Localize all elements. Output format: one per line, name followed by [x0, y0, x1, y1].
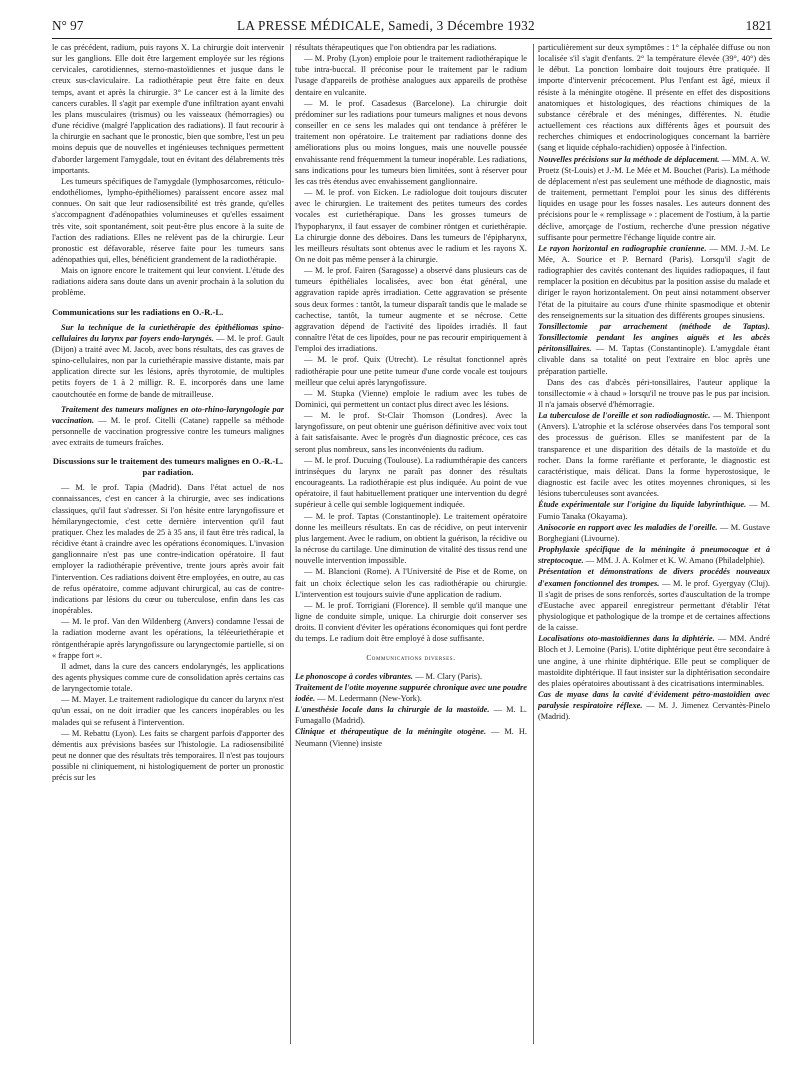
communication-title: La tuberculose de l'oreille et son radiodiagnostic. [538, 411, 711, 421]
communication-title: Le rayon horizontal en radiographie cranienne. [538, 243, 707, 253]
communication-author: — MM. André Bloch et J. Lemoine (Paris). [538, 634, 770, 655]
discussion-entry: Il admet, dans la cure des cancers endolaryngés, les applications des agents physiques comme cure de consolidation après certains cas de laryngectomie totale. [52, 661, 284, 694]
communication-title: Traitement de l'otite moyenne suppurée chronique avec une poudre iodée. [295, 682, 527, 703]
paragraph: le cas précédent, radium, puis rayons X. La chirurgie doit intervenir sur les ganglions. Elle doit être largement employée sur les régions cervicales, carotidiennes, sterno-mastoïdiennes et jusque dans le creux sus-claviculaire. La radiothérapie peut être faite en deux temps, avant et après la chirurgie. 3° Le cancer est à la limite des cancers curables. Il s'agit par exemple d'une infiltration ayant envahi les plans musculaires (trismus) ou les vaisseaux (hémorragies) ou d'une récidive (malgré l'application des radiations). Il faut recourir à la chirurgie en sachant que le pronostic, bien que sombre, l'est un peu moins depuis que de nouvelles et ingénieuses techniques permettent d'aborder largement l'amygdale, tout en évitant des délabrements très importants. [52, 43, 284, 175]
communication-title: Étude expérimentale sur l'origine du liquide labyrinthique. [538, 500, 747, 510]
communication [538, 243, 770, 321]
communication [52, 322, 284, 400]
discussion-entry: — M. le prof. Casadesus (Barcelone). La chirurgie doit prédominer sur les radiations pour tumeurs malignes et nous devons conseiller en ce sens les malades qui ont tendance à préférer le traitement non opératoire. Le traitement par radiations donne des améliorations plus ou moins longues, mais une nouvelle poussée envahissante rend fréquemment la tumeur inopérable. Les radiations, sans indications pour les tumeurs bien limitées, sont à réserver pour les cas très étendus avec envahissement ganglionnaire. [295, 98, 527, 186]
communication [295, 704, 527, 726]
issue-date: Samedi, 3 Décembre 1932 [388, 18, 535, 33]
page-header [52, 14, 772, 38]
communication-author: — M. H. Neumann (Vienne) insiste [295, 727, 527, 748]
communication-text: La méthode de déplacement n'est pas seulement une méthode de diagnostic, mais de traitement, permettant l'emploi pour les sinus des différents liquides en usage pour les fosses nasales. Les auteurs donnent des précisions pour le « remplissage » : placement de l'ostium, à la partie déclive, amorçage de l'ostium, recherche d'une pression négative suffisante pour permettre l'échange liquide contre air. [538, 165, 770, 242]
communication-text: a traité avec M. Jacob, avec bons résultats, des cas graves de spino-cellulaires, non par la curiethérapie massive distante, mais par application directe sur les lésions, après thyrotomie, de multiples petits foyers de 1 à 2 milligr. R. E. incorporés dans une lame caoutchoutée en forme de bande de mitrailleuse. [52, 344, 284, 399]
communication [295, 682, 527, 704]
communication-title: Anisocorie en rapport avec les maladies de l'oreille. [538, 522, 718, 532]
communication-author: — M. le prof. Gault (Dijon) [52, 333, 284, 354]
journal-title: LA PRESSE MÉDICALE, [237, 18, 385, 33]
discussion-entry: — M. le prof. von Eicken. Le radiologue doit toujours discuter avec le chirurgien. Le traitement des petites tumeurs des cordes vocales est curiethérapique. Dans les grosses tumeurs de l'hypopharynx, il faut essayer de combiner röntgen et curiethérapie. La chirurgie donne des déboires. Dans les tumeurs de l'épipharynx, les meilleurs résultats sont obtenus avec le radium et les rayons X. On ne doit pas même penser à la chirurgie. [295, 188, 527, 264]
communication-title: Traitement des tumeurs malignes en oto-rhino-laryngologie par vaccination. [52, 404, 284, 425]
header-rule [52, 38, 772, 39]
communication-text: Lorsqu'il s'agit de radiographier des cavités contenant des liquides radiopaques, il faut remplacer la position en décubitus par la position assise du malade et diriger le rayon horizontalement. On peut ainsi notamment observer l'état de la pituitaire au cours d'une rhinite spasmodique et obtenir des renseignements sur la situation des différents groupes sinusiens. [538, 254, 770, 320]
paragraph: résultats thérapeutiques que l'on obtiendra par les radiations. [295, 43, 497, 52]
discussion-entry: — M. Proby (Lyon) emploie pour le traitement radiothérapique le tube intra-buccal. Il préconise pour le traitement par le radium l'usage d'appareils de prothèse analogues aux appareils de prothèse dentaire en vulcanite. [295, 54, 527, 97]
column-separator [290, 44, 291, 1044]
column-separator [533, 44, 534, 1044]
discussion-entry: — M. Blancioni (Rome). A l'Université de Pise et de Rome, on fait un choix éclectique selon les cas radiothérapie ou chirurgie. L'intervention est toujours suivie d'une application de radium. [295, 567, 527, 599]
paragraph: Mais on ignore encore le traitement qui leur convient. L'étude des radiations aidera sans doute dans un avenir prochain à la solution du problème. [52, 266, 284, 298]
communication-author: — M. Taptas (Constantinople). [595, 344, 707, 354]
communication [538, 544, 770, 566]
communication-text: L'atrophie et la sclérose observées dans l'os temporal sont des processus de guérison. Elles se manifestent par de la transparence et une disparition des détails de la mastoïde et du rocher. Dans la forme raréfiante et perforante, le diagnostic est caractéristique, mais délicat. Dans la forme hyperostosique, le diagnostic est facile avec les otites moyennes chroniques, si les lésions tuberculeuses sont avancées. [538, 422, 770, 499]
communication [538, 633, 770, 689]
section-divider: Communications diverses. [366, 654, 456, 663]
paragraph: Dans des cas d'abcès péri-tonsillaires, l'auteur applique la tonsillectomie « à chaud » lorsqu'il ne trouve pas le pus par incision. Il n'a jamais observé d'hémorragie. [538, 377, 770, 409]
communication-text: Il s'agit de prises de sons renforcés, sortes d'auscultation de la trompe d'Eustache avec appareil enregistreur permettant d'établir l'état physiologique et pathologique de la trompe et de certaines affections de la caisse. [538, 589, 770, 633]
page-number: 1821 [745, 18, 772, 33]
communication [52, 404, 284, 449]
communication-author: — M. le prof. Citelli (Catane) [98, 415, 209, 425]
communication-title: L'anesthésie locale dans la chirurgie de la mastoïde. [295, 705, 490, 715]
communication-author: — M. Ledermann (New-York). [317, 693, 422, 703]
communication-text: rappelle sa méthode personnelle de vaccination progressive contre les tumeurs malignes avec extraits de tumeurs fraîches. [52, 415, 284, 448]
communication-title: Clinique et thérapeutique de la méningite otogène. [295, 727, 487, 737]
communication-title: Cas de myase dans la cavité d'évidement pétro-mastoïdien avec paralysie respiratoire réflexe. [538, 690, 770, 711]
communication-author: — M. J. Jimenez Cervantès-Pinelo (Madrid). [538, 701, 770, 722]
communication-title: Présentation et démonstrations de divers procédés nouveaux d'examen fonctionnel des trompes. [538, 567, 770, 588]
communication [538, 499, 770, 521]
discussion-entry: — M. le prof. Quix (Utrecht). Le résultat fonctionnel après radiothérapie pour une petite tumeur d'une corde vocale est toujours meilleur que celui après laryngofissure. [295, 355, 527, 387]
discussion-entry: — M. le prof. Van den Wildenberg (Anvers) condamne l'essai de la radiation moderne avant les opérations, la téléeuriethérapie et röntgenthérapie après laryngofissure ou laryngectomie partielle, si on « frappe fort ». [52, 617, 284, 660]
communication-title: Sur la technique de la curiethérapie des épithéliomas spino-cellulaires du larynx par foyers endo-laryngés. [52, 322, 284, 343]
journal-and-date [237, 18, 535, 34]
section-heading: Discussions sur le traitement des tumeurs malignes en O.-R.-L. par radiation. [52, 456, 284, 478]
communication-author: — M. le prof. Gyergyay (Cluj). [662, 578, 770, 588]
communication-author: — M. Clary (Paris). [415, 671, 483, 681]
communication [538, 689, 770, 722]
paragraph: particulièrement sur deux symptômes : 1° la céphalée diffuse ou non localisée s'il s'agit d'enfants. 2° la température élevée (39°, 40°) dès le début. La ponction lombaire doit toujours être pratiquée. Il importe d'intervenir précocement. Plus l'enfant est âgé, mieux il résiste à la méningite otogène. Il présente en effet des dispositions anatomiques et histologiques, des réactions chimiques de la substance cérébrale et des méninges, différentes. N. étudie actuellement ces réactions aux différents âges et poursuit des recherches chimiques et endocrinologiques concernant la barrière (sang et liquide céphalo-rachidien) opposée à l'infection. [538, 43, 770, 153]
communication [295, 726, 527, 748]
discussion-entry: — M. le prof. Ducuing (Toulouse). La radiumthérapie des cancers intrinsèques du larynx ne paraît pas donner des résultats encourageants. La radiothérapie est plus indiquée. Au point de vue opératoire, il faut habituellement pratiquer une intervention du degré supérieur à celle qui semble logiquement indiquée. [295, 455, 527, 510]
communication-author: — MM. A. W. Proetz (St-Louis) et J.-M. Le Mée et M. Bouchet (Paris). [538, 154, 770, 175]
communication-text: L'otite diphtérique peut être secondaire à une angine, à une rhinite diphtérique. Elle peut se compliquer de mastoïdite diphtérique. Il faut insister sur la diphtérisation secondaire des plaies opératoires aboutissant à des cicatrisations interminables. [538, 645, 770, 688]
discussion-entry: — M. Mayer. Le traitement radiologique du cancer du larynx n'est qu'un essai, on ne doit irradier que les cancers inopérables ou les malades qui se refusent à l'intervention. [52, 695, 284, 727]
communication-title: Prophylaxie spécifique de la méningite à pneumocoque et à streptocoque. [538, 545, 770, 566]
communication [538, 566, 770, 633]
discussion-entry: — M. le prof. Tapia (Madrid). Dans l'état actuel de nos connaissances, c'est en cancer à la chirurgie, avec ses indications classiques, qu'il faut s'adresser. Si l'on hésite entre laryngofissure et hémilaryngectomie, c'est cette dernière intervention qu'il faut pratiquer. Chez les malades de 25 à 35 ans, il faut être très radical, la récidive étant à craindre avec les opérations économiques. L'invasion ganglionnaire n'est pas une contre-indication opératoire. Il faut employer la radiothérapie préventive, trente jours après avoir fait l'intervention. Ces radiations doivent être employées, en outre, au cas de refus opératoire, comme adjuvant chirurgical, au cas de contre-indications par lésions du cœur ou tuberculose, enfin dans les cas inopérables. [52, 483, 284, 616]
communication-author: — MM. J.-M. Le Mée, A. Sourice et P. Bernard (Paris). [538, 243, 770, 264]
column-1 [52, 42, 284, 1062]
discussion-entry: — M. le prof. Taptas (Constantinople). Le traitement opératoire donne les meilleurs résultats. En cas de récidive, on peut intervenir plus largement. Avec le radium, on obtient la guérison, la récidive ou la nécrose du cartilage. Une diminution de vitalité des tissus rend une nouvelle intervention impossible. [295, 511, 527, 566]
discussion-entry: — M. le prof. Fairen (Saragosse) a observé dans plusieurs cas de tumeurs épithéliales localisées, avec bon état général, une aggravation rapide après irradiation. Cette aggravation se présente sous deux formes : tantôt, la tumeur disparaît tandis que le malade se cachectise, tantôt, la tumeur augmente et se nécrose. Cette aggravation dépend de l'activité des lipoïdes irradiés. Il faut connaître l'état de ces lipoïdes, pour ne pas recourir empiriquement à l'emploi des irradiations. [295, 266, 527, 354]
communication-author: — M. Gustave Borghegiani (Livourne). [538, 522, 770, 543]
communication-author: — M. Thienpont (Anvers). [538, 411, 770, 432]
discussion-entry: — M. le prof. St-Clair Thomson (Londres). Avec la laryngofissure, on peut obtenir une guérison définitive avec voix tout à fait satisfaisante. Avec le progrès d'un diagnostic précoce, ces cas seront plus nombreux, sans les inconvénients du radium. [295, 411, 527, 454]
discussion-entry: — M. Stupka (Vienne) emploie le radium avec les tubes de Dominici, qui permettent un contact plus direct avec les lésions. [295, 388, 527, 409]
column-2 [295, 42, 527, 1062]
communication-text: L'amygdale étant clivable dans sa totalité on peut l'extraire en bloc après une préparation partielle. [538, 344, 770, 376]
column-3 [538, 42, 770, 1062]
discussion-entry: — M. Rebattu (Lyon). Les faits se chargent parfois d'apporter des démentis aux prévisions basées sur l'histologie. La radiosensibilité peut ne donner que des résultats très temporaires. Il n'est pas toujours possible ni cliniquement, ni histologiquement de porter un pronostic précis sur les [52, 728, 284, 783]
communication-title: Tonsillectomie par arrachement (méthode de Taptas). Tonsillectomie pendant les angines aiguës et les abcès péritonsillaires. [538, 321, 770, 354]
issue-number: N° 97 [52, 18, 84, 33]
communication [295, 671, 527, 682]
communication-title: Localisations oto-mastoïdiennes dans la diphtérie. [538, 634, 715, 644]
paragraph: Les tumeurs spécifiques de l'amygdale (lymphosarcomes, réticulo-endothéliomes, lympho-épithéliomes) paraissent encore assez mal connues. On sait que leur radiosensibilité est très grande, qu'elles s'accompagnent d'adénopathies volumineuses et qu'elles essaiment très vite, soit spontanément, soit peut-être plus encore à la suite de l'action des radiations. Elles ne relèvent pas de la chirurgie. Leur pronostic est défavorable, réserve faite pour les tumeurs sans adénopathies qui, elles, bénéficient grandement de la radiothérapie. [52, 176, 284, 264]
communication [538, 410, 770, 499]
section-heading: Communications sur les radiations en O.-R.-L. [52, 306, 224, 317]
communication [538, 154, 770, 243]
communication-author: — MM. J. A. Kolmer et K. W. Amano (Philadelphie). [585, 556, 765, 566]
communication [538, 522, 770, 544]
communication [538, 321, 770, 377]
communication-author: — M. Fumio Tanaka (Okayama). [538, 500, 770, 521]
discussion-entry: — M. le prof. Torrigiani (Florence). Il semble qu'il manque une ligne de conduite simple, unique. La chirurgie doit conserver ses droits. Il convient d'éviter les opérations économiques qui font perdre du temps. Le radium doit être employé à dose suffisante. [295, 600, 527, 644]
communication-title: Nouvelles précisions sur la méthode de déplacement. [538, 154, 720, 164]
communication-title: Le phonoscope à cordes vibrantes. [295, 671, 413, 681]
communication-author: — M. L. Fumagallo (Madrid). [295, 705, 527, 726]
